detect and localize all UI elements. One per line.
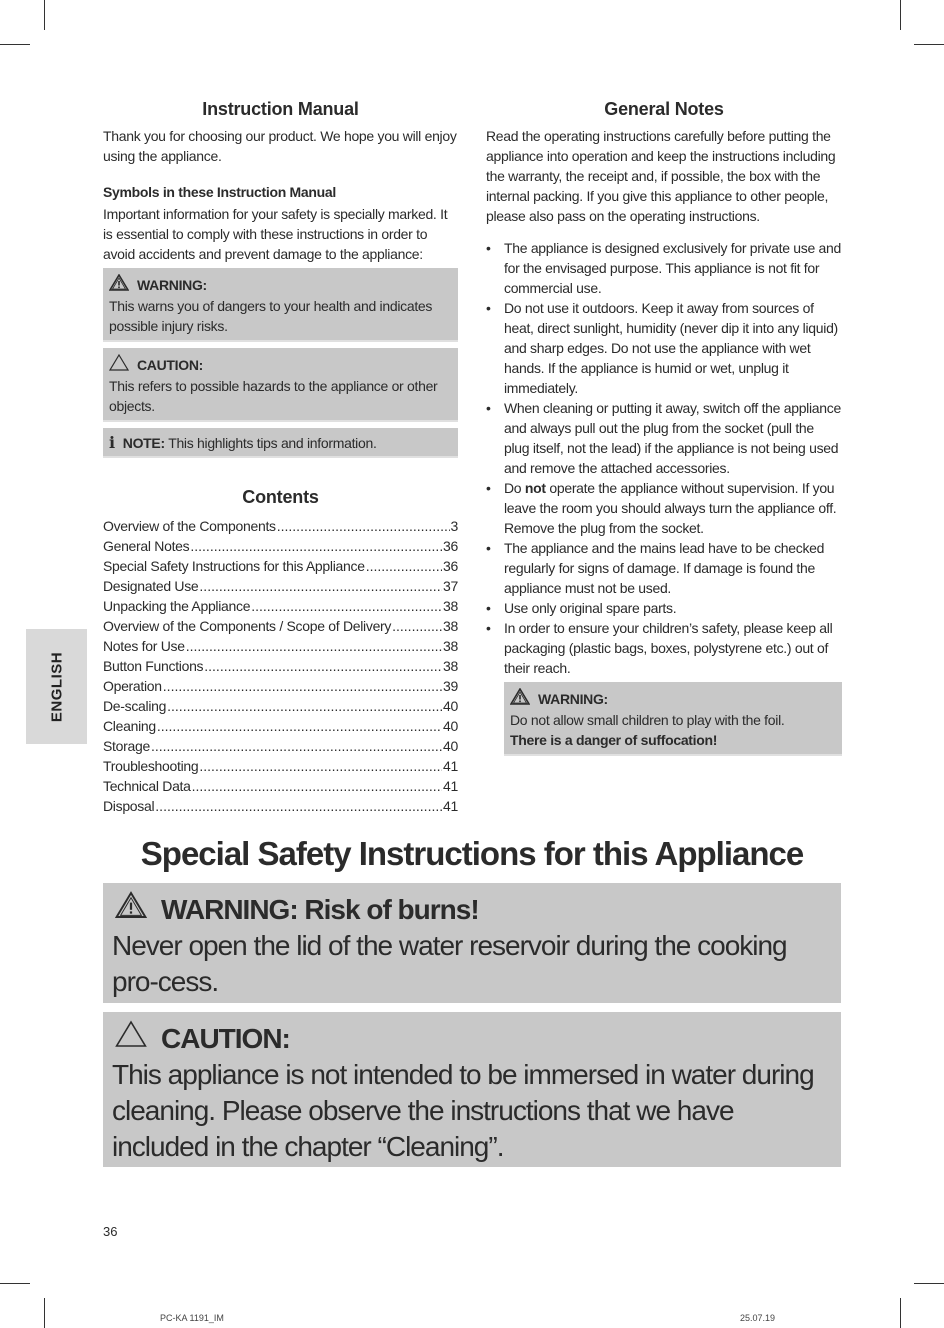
left-column xyxy=(103,96,458,816)
warning-text: This warns you of dangers to your health and indicates possible injury risks. xyxy=(109,298,433,334)
toc-leader-dots xyxy=(251,596,442,616)
toc-leader-dots xyxy=(392,616,442,636)
toc-leader-dots xyxy=(190,536,442,556)
toc-page-number: 38 xyxy=(443,658,458,674)
toc-row[interactable] xyxy=(103,756,458,776)
toc-leader-dots xyxy=(155,796,442,816)
foil-warning-emphasis: There is a danger of suffocation! xyxy=(510,732,718,748)
toc-row[interactable] xyxy=(103,596,458,616)
toc-row[interactable] xyxy=(103,556,458,576)
footer-document-id: PC-KA 1191_IM xyxy=(160,1313,224,1323)
crop-mark xyxy=(914,1283,944,1284)
toc-row[interactable] xyxy=(103,576,458,596)
toc-row[interactable] xyxy=(103,536,458,556)
toc-title: Button Functions xyxy=(103,658,204,674)
caution-label: CAUTION: xyxy=(137,357,204,373)
note-symbol-box xyxy=(103,428,458,458)
toc-row[interactable] xyxy=(103,676,458,696)
footer-date: 25.07.19 xyxy=(740,1313,776,1323)
toc-leader-dots xyxy=(186,636,442,656)
toc-title: Operation xyxy=(103,678,162,694)
toc-leader-dots xyxy=(163,676,442,696)
list-item: • When cleaning or putting it away, switch off the appliance and always pull out the plug from the socket (pull the plug itself, not the lead) if the appliance is not being used and remove the attached accessories. xyxy=(486,398,842,478)
caution-triangle-icon xyxy=(115,1020,147,1057)
note-text: This highlights tips and information. xyxy=(168,435,377,451)
crop-mark xyxy=(0,1283,30,1284)
burns-warning-label: WARNING: Risk of burns! xyxy=(161,893,479,925)
list-item: • The appliance is designed exclusively for private use and for the envisaged purpose. This appliance is not fit for commercial use. xyxy=(486,238,842,298)
table-of-contents xyxy=(103,516,458,816)
immersion-caution-label: CAUTION: xyxy=(161,1022,290,1054)
toc-leader-dots xyxy=(204,656,442,676)
toc-leader-dots xyxy=(199,576,442,596)
instruction-manual-title: Instruction Manual xyxy=(202,99,359,119)
toc-page-number: 41 xyxy=(443,778,458,794)
foil-warning-box xyxy=(504,682,842,756)
toc-row[interactable] xyxy=(103,516,458,536)
toc-title: Overview of the Components / Scope of Delivery xyxy=(103,618,392,634)
toc-leader-dots xyxy=(199,756,442,776)
crop-mark xyxy=(44,0,45,30)
info-icon: i xyxy=(109,433,115,452)
bullet-emphasis: not xyxy=(524,480,546,496)
symbols-heading: Symbols in these Instruction Manual xyxy=(103,184,336,200)
immersion-caution-text: This appliance is not intended to be immersed in water during cleaning. Please observe the instructions that we have included in the chapter “Cleaning”. xyxy=(112,1059,814,1162)
list-item: • Use only original spare parts. xyxy=(486,598,842,618)
toc-title: Troubleshooting xyxy=(103,758,199,774)
toc-leader-dots xyxy=(157,716,442,736)
toc-leader-dots xyxy=(366,556,442,576)
list-item: • The appliance and the mains lead have to be checked regularly for signs of damage. If damage is found the appliance must not be used. xyxy=(486,538,842,598)
caution-triangle-icon xyxy=(109,354,129,376)
toc-row[interactable] xyxy=(103,776,458,796)
toc-page-number: 41 xyxy=(443,798,458,814)
page-number: 36 xyxy=(103,1224,118,1239)
warning-triangle-icon xyxy=(115,891,147,928)
toc-page-number: 40 xyxy=(443,698,458,714)
list-item: • Do not use it outdoors. Keep it away from sources of heat, direct sunlight, humidity (never dip it into any liquid) and sharp edges. Do not use the appliance with wet hands. If the appliance is humid or wet, unplug it immediately. xyxy=(486,298,842,398)
toc-title: Cleaning xyxy=(103,718,156,734)
list-item xyxy=(486,478,842,538)
toc-page-number: 36 xyxy=(443,538,458,554)
toc-title: Designated Use xyxy=(103,578,199,594)
note-label: NOTE: xyxy=(122,435,165,451)
toc-page-number: 37 xyxy=(443,578,458,594)
toc-page-number: 41 xyxy=(443,758,458,774)
toc-row[interactable] xyxy=(103,656,458,676)
immersion-caution-box xyxy=(103,1012,841,1167)
warning-symbol-box xyxy=(103,268,458,342)
warning-triangle-icon xyxy=(109,274,129,296)
toc-leader-dots xyxy=(192,776,442,796)
warning-triangle-icon xyxy=(510,688,530,710)
general-notes-list xyxy=(486,238,842,678)
toc-title: Notes for Use xyxy=(103,638,185,654)
toc-title: General Notes xyxy=(103,538,190,554)
toc-row[interactable] xyxy=(103,796,458,816)
crop-mark xyxy=(44,1298,45,1328)
toc-page-number: 36 xyxy=(443,558,458,574)
caution-text: This refers to possible hazards to the appliance or other objects. xyxy=(109,378,438,414)
toc-page-number: 3 xyxy=(450,518,458,534)
toc-title: Storage xyxy=(103,738,150,754)
bullet-text: operate the appliance without supervision. If you leave the room you should always turn the appliance off. Remove the plug from the socket. xyxy=(504,480,837,536)
toc-row[interactable] xyxy=(103,696,458,716)
foil-warning-text: Do not allow small children to play with the foil. xyxy=(510,712,785,728)
symbols-text: Important information for your safety is specially marked. It is essential to comply with these instructions in order to avoid accidents and prevent damage to the appliance: xyxy=(103,206,448,262)
toc-title: Technical Data xyxy=(103,778,191,794)
language-tab xyxy=(26,629,87,744)
crop-mark xyxy=(900,1298,901,1328)
right-column xyxy=(486,96,842,756)
toc-leader-dots xyxy=(167,696,442,716)
toc-page-number: 38 xyxy=(443,638,458,654)
burns-warning-box xyxy=(103,883,841,1003)
list-item: • In order to ensure your children’s safety, please keep all packaging (plastic bags, boxes, polystyrene etc.) out of their reach. xyxy=(486,618,842,678)
bullet-prefix: Do xyxy=(504,480,522,496)
toc-row[interactable] xyxy=(103,636,458,656)
contents-title: Contents xyxy=(242,487,319,507)
warning-label: WARNING: xyxy=(137,277,207,293)
toc-page-number: 40 xyxy=(443,738,458,754)
language-label: ENGLISH xyxy=(48,651,65,722)
toc-title: Unpacking the Appliance xyxy=(103,598,251,614)
crop-mark xyxy=(0,44,30,45)
toc-page-number: 38 xyxy=(443,618,458,634)
toc-title: Overview of the Components xyxy=(103,518,276,534)
toc-page-number: 38 xyxy=(443,598,458,614)
toc-row[interactable] xyxy=(103,616,458,636)
toc-title: Special Safety Instructions for this Appliance xyxy=(103,558,365,574)
caution-symbol-box xyxy=(103,348,458,422)
crop-mark xyxy=(914,44,944,45)
toc-title: Disposal xyxy=(103,798,155,814)
toc-title: De-scaling xyxy=(103,698,167,714)
toc-row[interactable] xyxy=(103,716,458,736)
toc-page-number: 39 xyxy=(443,678,458,694)
burns-warning-text: Never open the lid of the water reservoir during the cooking pro-cess. xyxy=(112,930,787,997)
toc-leader-dots xyxy=(151,736,442,756)
general-notes-intro: Read the operating instructions carefully before putting the appliance into operation and keep the instructions including the warranty, the receipt and, if possible, the box with the internal packing. If you give this appliance to other people, please also pass on the operating instructions. xyxy=(486,128,836,224)
toc-page-number: 40 xyxy=(443,718,458,734)
general-notes-title: General Notes xyxy=(604,99,724,119)
intro-text: Thank you for choosing our product. We hope you will enjoy using the appliance. xyxy=(103,128,457,164)
toc-row[interactable] xyxy=(103,736,458,756)
crop-mark xyxy=(900,0,901,30)
foil-warning-label: WARNING: xyxy=(538,691,608,707)
special-safety-title: Special Safety Instructions for this Appliance xyxy=(140,835,804,872)
toc-leader-dots xyxy=(277,516,450,536)
